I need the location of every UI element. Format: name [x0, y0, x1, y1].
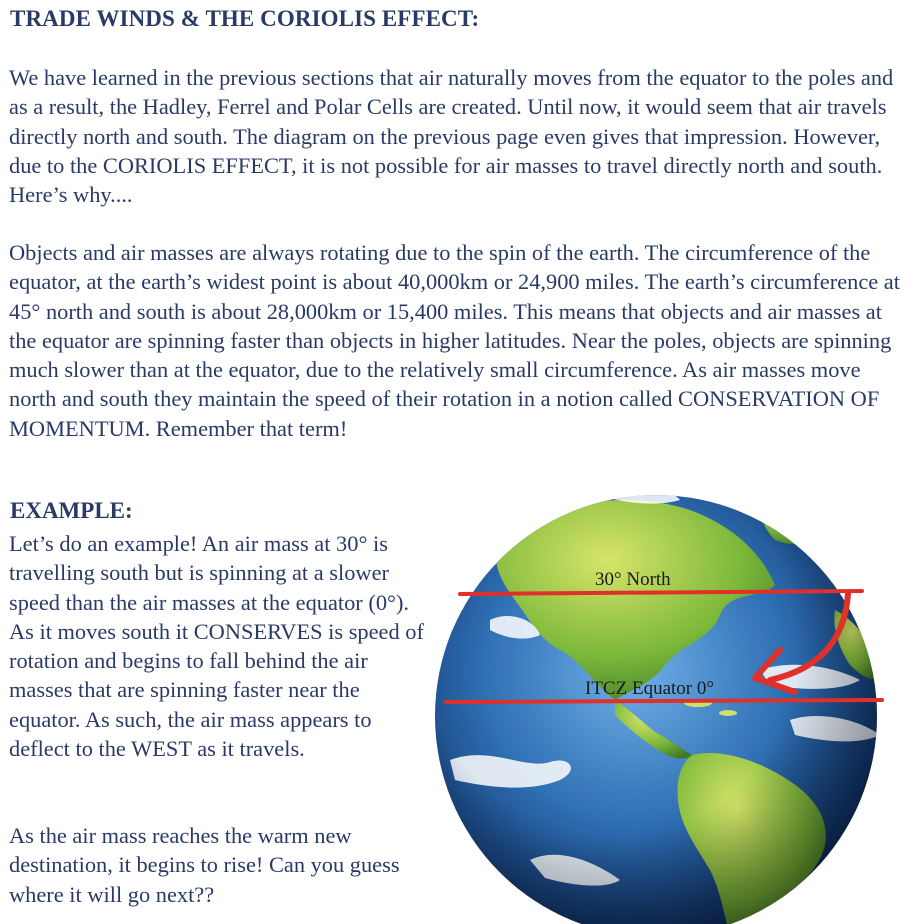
earth-globe: [435, 486, 880, 924]
example-heading: EXAMPLE:: [10, 498, 133, 523]
closing-paragraph: As the air mass reaches the warm new destination, it begins to rise! Can you guess where it will go next??: [9, 823, 400, 907]
globe-figure: [430, 470, 910, 924]
latitude-30-label: 30° North: [595, 569, 671, 590]
intro-paragraph: We have learned in the previous sections that air naturally moves from the equator to the poles and as a result, the Hadley, Ferrel and Polar Cells are created. Until now, it would seem that air travels directly north and south. The diagram on the previous page even gives that impression. However, due to the CORIOLIS EFFECT, it is not possible for air masses to travel directly north and south. Here’s why....: [9, 65, 894, 208]
example-paragraph: Let’s do an example! An air mass at 30° is travelling south but is spinning at a slower speed than the air masses at the equator (0°). As it moves south it CONSERVES is speed of rotation and begins to fall behind the air masses that are spinning faster near the equator. As such, the air mass appears to deflect to the WEST as it travels.: [9, 531, 424, 762]
equator-line: [446, 700, 882, 702]
globe-diagram: [430, 470, 910, 924]
circumference-paragraph: Objects and air masses are always rotating due to the spin of the earth. The circumference of the equator, at the earth’s widest point is about 40,000km or 24,900 miles. The earth’s circumference at 45° north and south is about 28,000km or 15,400 miles. This means that objects and air masses at the equator are spinning faster than objects in higher latitudes. Near the poles, objects are spinning much slower than at the equator, due to the relatively small circumference. As air masses move north and south they maintain the speed of their rotation in a notion called CONSERVATION OF MOMENTUM. Remember that term!: [9, 240, 900, 441]
page-title: TRADE WINDS & THE CORIOLIS EFFECT:: [10, 6, 480, 31]
equator-label: ITCZ Equator 0°: [585, 678, 714, 699]
